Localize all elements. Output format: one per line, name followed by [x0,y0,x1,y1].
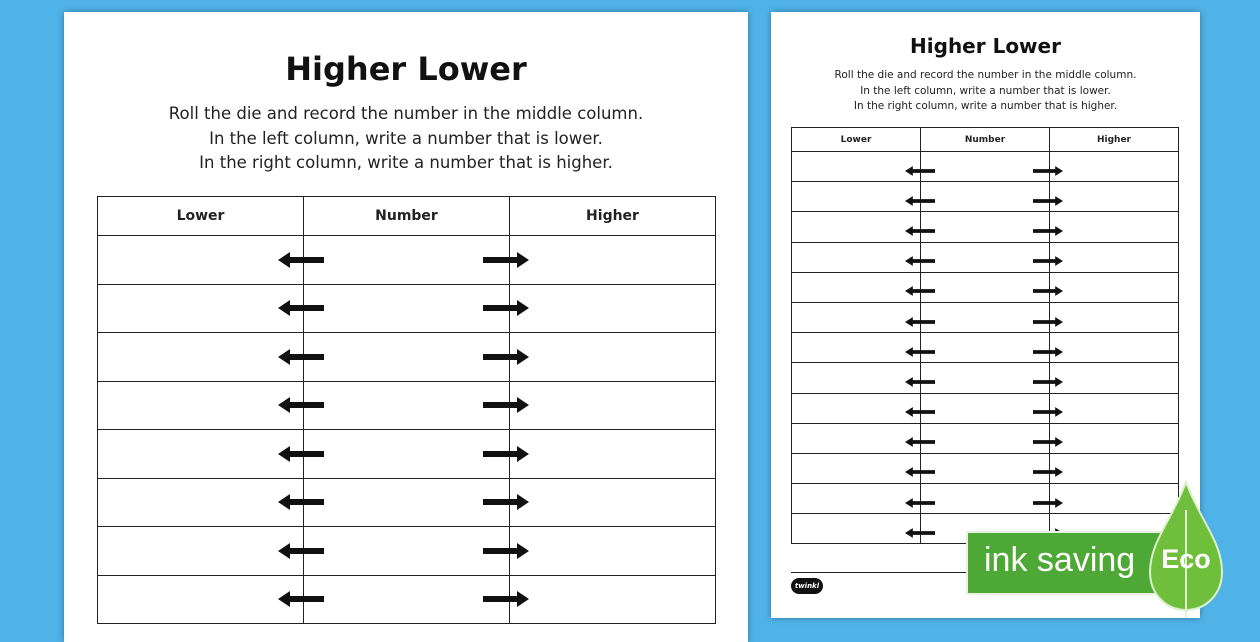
lower-cell[interactable] [792,272,921,302]
number-cell[interactable] [304,527,510,576]
lower-cell[interactable] [792,302,921,332]
column-header-lower: Lower [792,128,921,152]
higher-cell[interactable] [1050,423,1179,453]
higher-cell[interactable] [510,430,716,479]
lower-cell[interactable] [792,423,921,453]
higher-cell[interactable] [1050,182,1179,212]
table-row [792,333,1179,363]
higher-lower-table [791,127,1179,544]
table-row [792,363,1179,393]
higher-cell[interactable] [1050,302,1179,332]
number-cell[interactable] [921,272,1050,302]
higher-cell[interactable] [1050,152,1179,182]
instruction-line: Roll the die and record the number in the middle column. [834,69,1137,81]
table-row [792,393,1179,423]
number-cell[interactable] [921,152,1050,182]
higher-cell[interactable] [1050,333,1179,363]
table-row [98,527,716,576]
arrow-left-icon [278,348,324,366]
column-header-higher: Higher [1050,128,1179,152]
arrow-left-icon [905,493,935,504]
lower-cell[interactable] [98,527,304,576]
table-row [792,484,1179,514]
lower-cell[interactable] [792,333,921,363]
table-row [98,478,716,527]
lower-cell[interactable] [98,236,304,285]
table-header-row [98,197,716,236]
table-row [98,333,716,382]
instruction-line: Roll the die and record the number in the middle column. [168,104,644,123]
arrow-left-icon [278,396,324,414]
number-cell[interactable] [304,236,510,285]
higher-cell[interactable] [510,381,716,430]
ink-saving-text: ink saving [984,541,1136,579]
lower-cell[interactable] [792,484,921,514]
number-cell[interactable] [921,453,1050,483]
table-row [792,423,1179,453]
arrow-left-icon [278,299,324,317]
lower-cell[interactable] [792,453,921,483]
number-cell[interactable] [921,212,1050,242]
table-row [98,575,716,624]
number-cell[interactable] [304,478,510,527]
higher-cell[interactable] [510,478,716,527]
arrow-left-icon [278,493,324,511]
column-header-lower: Lower [98,197,304,236]
number-cell[interactable] [304,575,510,624]
lower-cell[interactable] [792,393,921,423]
table-row [792,152,1179,182]
column-header-number: Number [304,197,510,236]
number-cell[interactable] [921,393,1050,423]
number-cell[interactable] [921,484,1050,514]
higher-lower-table [97,196,716,624]
number-cell[interactable] [921,182,1050,212]
table-row [792,242,1179,272]
instructions [771,68,1200,115]
higher-cell[interactable] [510,236,716,285]
higher-cell[interactable] [510,284,716,333]
worksheet-preview-large [64,12,748,642]
number-cell[interactable] [304,333,510,382]
table-row [792,212,1179,242]
arrow-left-icon [905,221,935,232]
lower-cell[interactable] [98,575,304,624]
worksheet-preview-small [771,12,1200,618]
arrow-left-icon [278,542,324,560]
table-header-row [792,128,1179,152]
arrow-left-icon [905,433,935,444]
higher-cell[interactable] [510,333,716,382]
table-row [98,381,716,430]
table-row [792,182,1179,212]
number-cell[interactable] [304,430,510,479]
higher-cell[interactable] [1050,212,1179,242]
instructions [64,102,748,176]
higher-cell[interactable] [1050,393,1179,423]
arrow-left-icon [905,463,935,474]
lower-cell[interactable] [98,430,304,479]
worksheet-title: Higher Lower [285,50,527,88]
number-cell[interactable] [921,363,1050,393]
lower-cell[interactable] [98,478,304,527]
arrow-left-icon [905,342,935,353]
table-row [98,236,716,285]
higher-cell[interactable] [1050,242,1179,272]
number-cell[interactable] [921,242,1050,272]
table-row [792,453,1179,483]
number-cell[interactable] [304,284,510,333]
number-cell[interactable] [921,302,1050,332]
lower-cell[interactable] [98,333,304,382]
column-header-number: Number [921,128,1050,152]
arrow-left-icon [905,252,935,263]
higher-cell[interactable] [510,527,716,576]
higher-cell[interactable] [510,575,716,624]
arrow-left-icon [905,161,935,172]
arrow-left-icon [905,372,935,383]
arrow-left-icon [278,590,324,608]
lower-cell[interactable] [792,242,921,272]
number-cell[interactable] [921,423,1050,453]
lower-cell[interactable] [792,363,921,393]
twinkl-logo: twinkl [791,578,823,594]
higher-cell[interactable] [1050,272,1179,302]
arrow-left-icon [278,251,324,269]
higher-cell[interactable] [1050,363,1179,393]
arrow-left-icon [905,403,935,414]
lower-cell[interactable] [792,182,921,212]
number-cell[interactable] [921,333,1050,363]
arrow-left-icon [905,312,935,323]
number-cell[interactable] [304,381,510,430]
table-row [792,272,1179,302]
eco-label: Eco [1161,544,1211,574]
lower-cell[interactable] [792,152,921,182]
lower-cell[interactable] [98,284,304,333]
arrow-left-icon [905,523,935,534]
instruction-line: In the left column, write a number that is lower. [209,128,603,148]
instruction-line: In the right column, write a number that is higher. [199,153,613,172]
worksheet-title: Higher Lower [910,34,1061,58]
table-row [792,302,1179,332]
instruction-line: In the right column, write a number that is higher. [853,100,1118,112]
arrow-left-icon [905,191,935,202]
instruction-line: In the left column, write a number that is lower. [860,84,1111,97]
arrow-left-icon [278,445,324,463]
table-row [98,284,716,333]
lower-cell[interactable] [792,212,921,242]
lower-cell[interactable] [98,381,304,430]
arrow-left-icon [905,282,935,293]
column-header-higher: Higher [510,197,716,236]
table-row [98,430,716,479]
lower-cell[interactable] [792,514,921,544]
